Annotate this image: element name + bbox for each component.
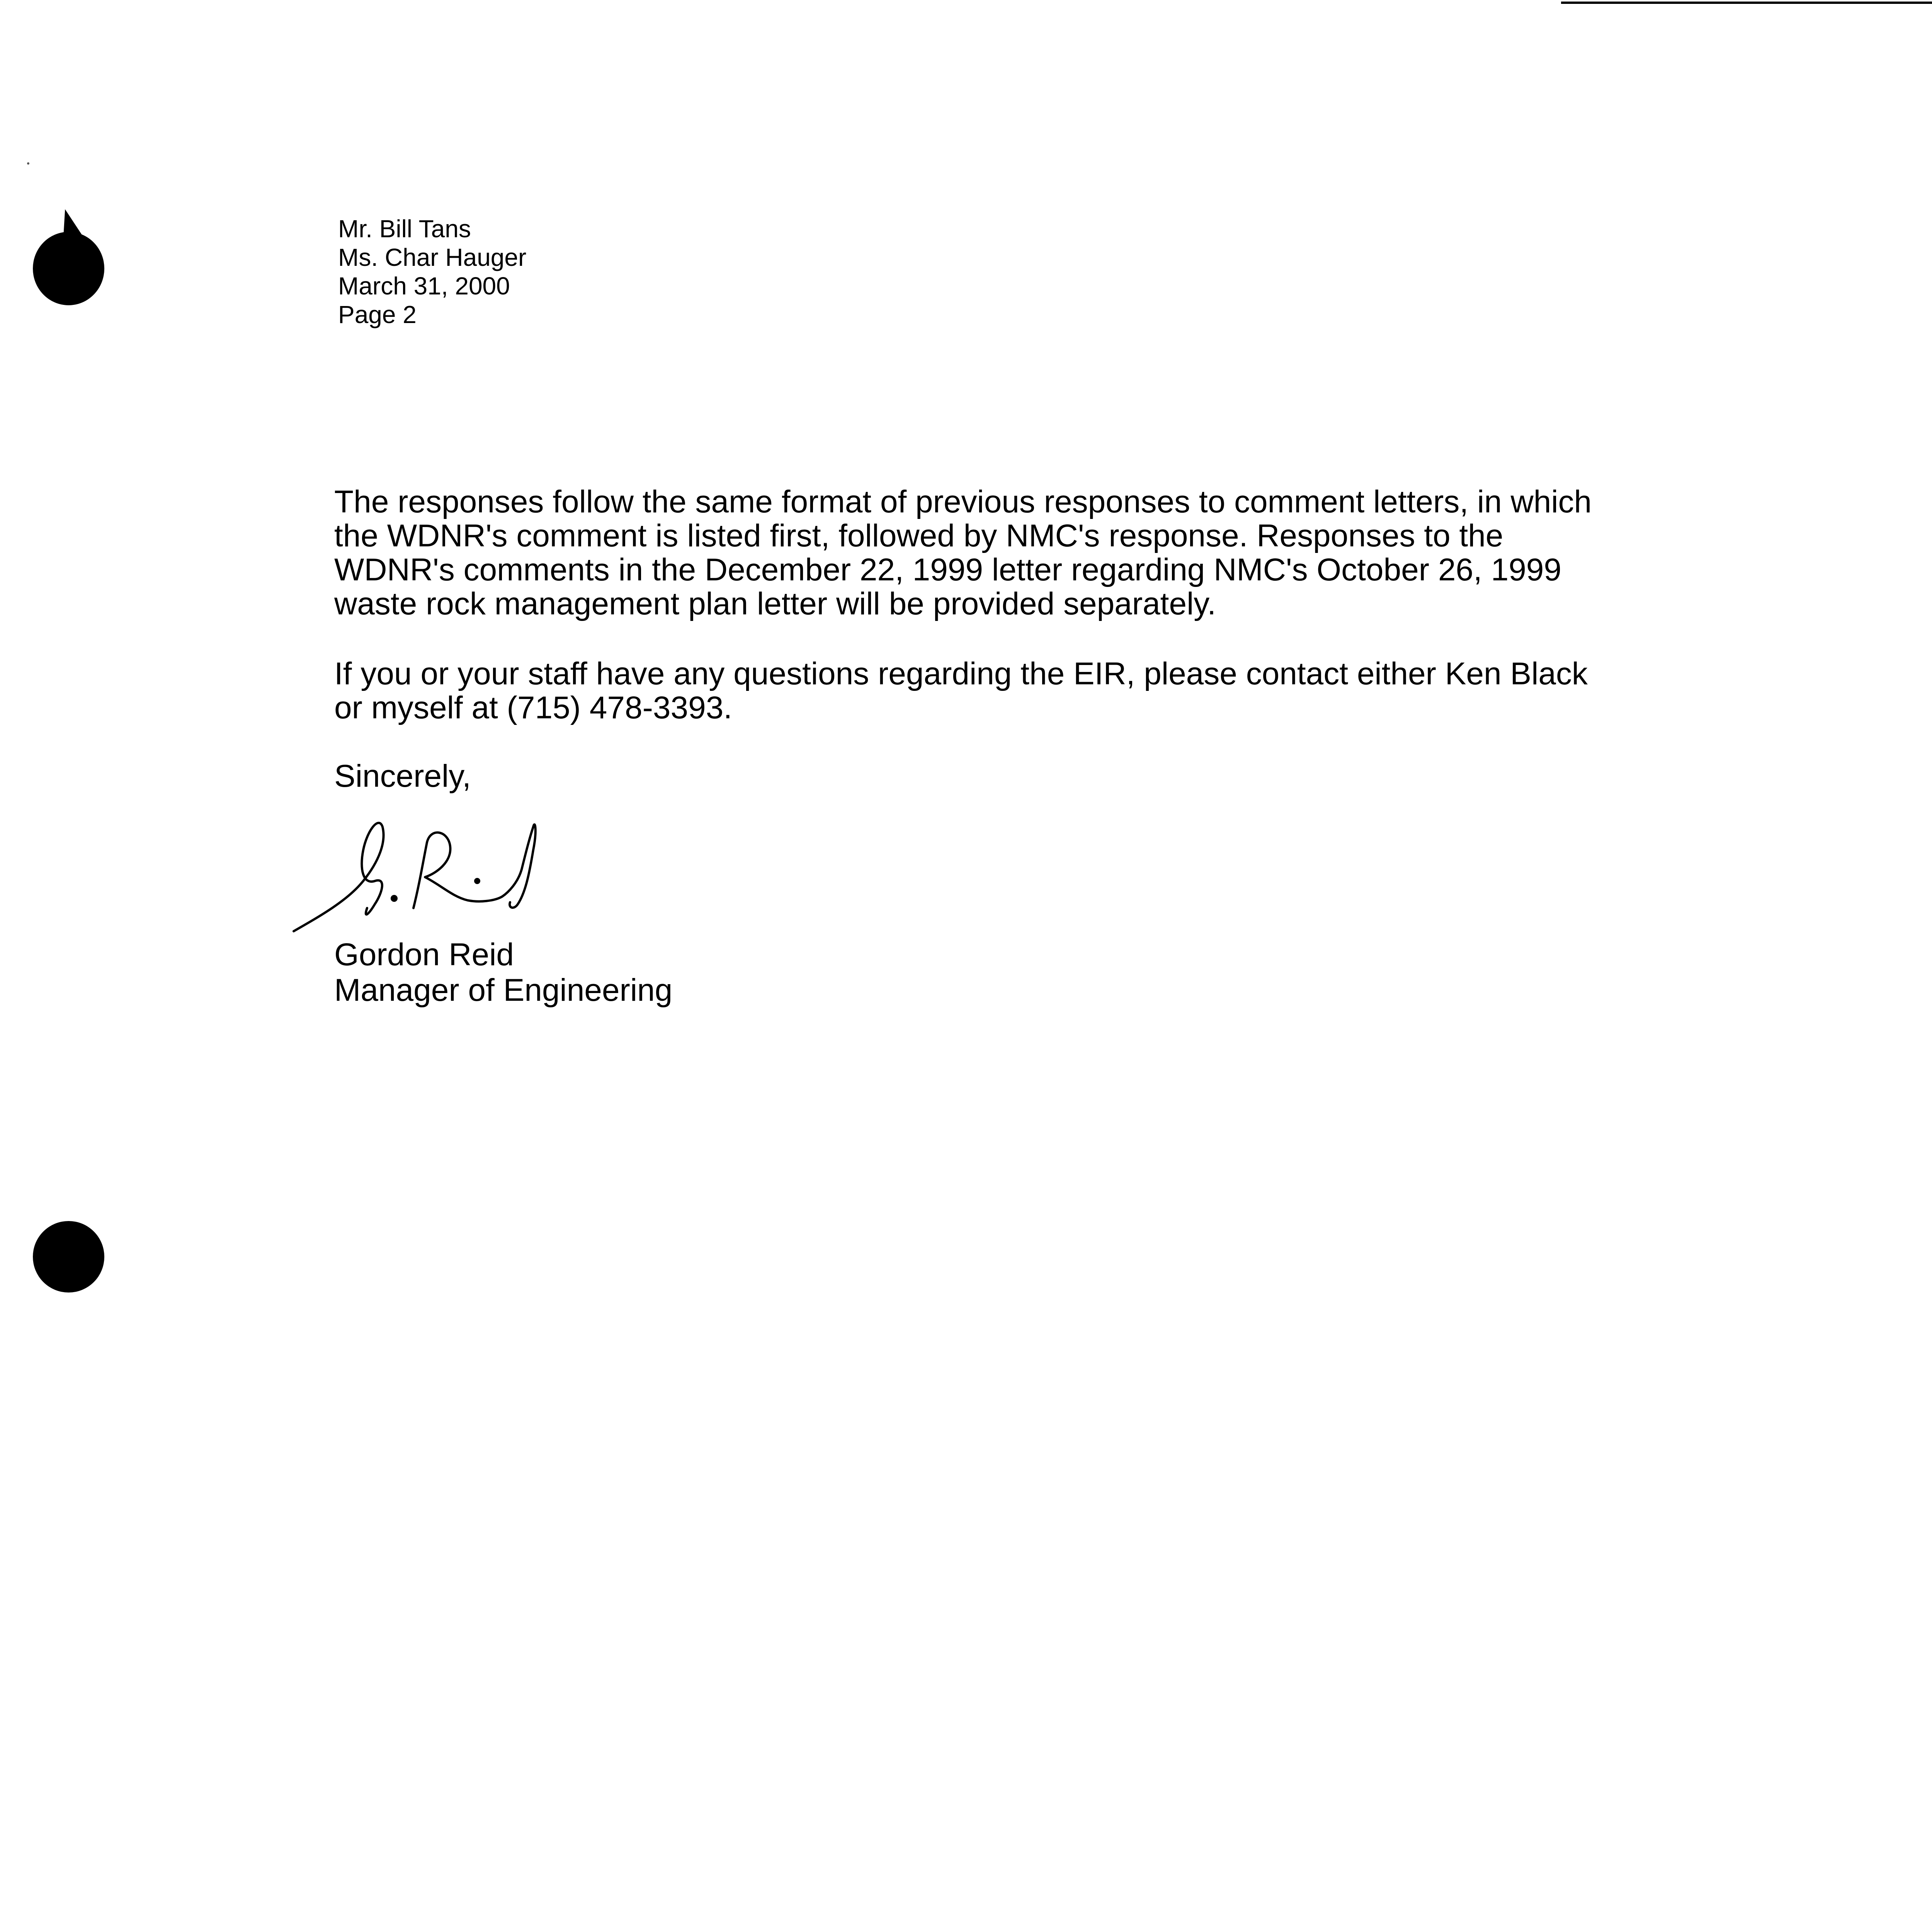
scan-edge-line xyxy=(1561,2,1932,4)
page-number: Page 2 xyxy=(338,301,417,328)
signer-name: Gordon Reid xyxy=(334,937,514,972)
signer-title: Manager of Engineering xyxy=(334,973,673,1008)
body-paragraph-2: If you or your staff have any questions regarding the EIR, please contact either Ken Black or myself at (715) 478-3393. xyxy=(334,656,1588,725)
recipient-name-1: Mr. Bill Tans xyxy=(338,215,471,243)
letter-date: March 31, 2000 xyxy=(338,272,510,300)
handwritten-signature xyxy=(286,815,556,939)
punch-hole-middle xyxy=(33,1221,104,1293)
punch-hole-top xyxy=(33,232,104,305)
recipient-name-2: Ms. Char Hauger xyxy=(338,243,527,271)
scan-speck xyxy=(27,162,29,165)
closing-salutation: Sincerely, xyxy=(334,759,471,794)
body-paragraph-1: The responses follow the same format of previous responses to comment letters, in which the WDNR's comment is listed first, followed by NMC's response. Responses to the WDNR's comments in the December 22, 1999 letter regarding NMC's October 26, 1999 waste rock management plan letter will be provided separately. xyxy=(334,484,1592,621)
recipient-header xyxy=(338,214,526,329)
